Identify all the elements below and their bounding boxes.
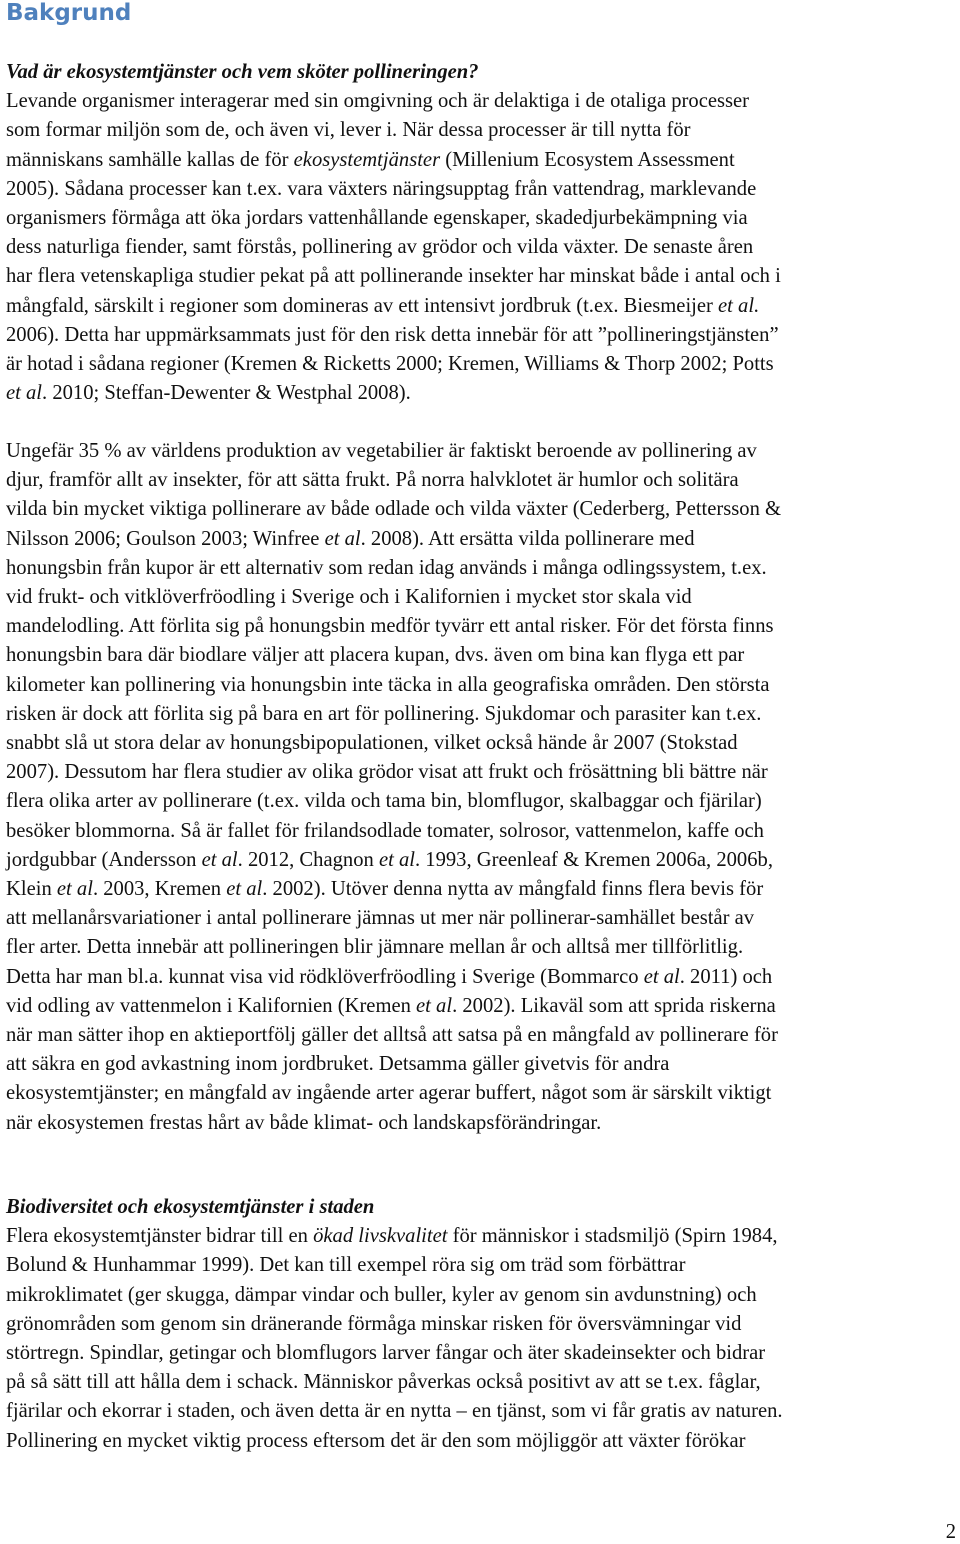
text-run: grönområden som genom sin dränerande förmåga minskar risken för översvämningar vid	[6, 1312, 742, 1335]
text-run: snabbt slå ut stora delar av honungsbipopulationen, vilket också hände år 2007 (Stokstad	[6, 732, 738, 755]
text-run: har flera vetenskapliga studier pekat på att pollinerande insekter har minskat både i antal och i	[6, 265, 781, 288]
text-run: honungsbin bara där biodlare väljer att placera kupan, dvs. även om bina kan flyga ett par	[6, 644, 745, 667]
text-run: för människor i stadsmiljö (Spirn 1984,	[447, 1225, 778, 1248]
text-run: . 2003, Kremen	[92, 878, 227, 901]
italic-text: ekosystemtjänster	[293, 148, 441, 171]
text-run: när ekosystemen frestas hårt av både klimat- och landskapsförändringar.	[6, 1111, 602, 1134]
text-line	[6, 612, 956, 641]
text-run: . 2011) och	[679, 965, 773, 988]
text-line	[6, 175, 956, 204]
text-run: (Millenium Ecosystem Assessment	[440, 148, 735, 171]
text-run: jordgubbar (Andersson	[6, 848, 202, 871]
italic-text: et al	[56, 878, 93, 901]
text-line	[6, 904, 956, 933]
text-run: . 2002). Utöver denna nytta av mångfald finns flera bevis för	[262, 878, 764, 901]
text-run: vid frukt- och vitklöverfröodling i Sverige och i Kalifornien i mycket stor skala vid	[6, 586, 692, 609]
text-run: att mellanårsvariationer i antal pollinerare jämnas ut mer när pollinerar-samhället består av	[6, 907, 755, 930]
text-run: Flera ekosystemtjänster bidrar till en	[6, 1225, 314, 1248]
text-line	[6, 1397, 956, 1426]
text-run: risken är dock att förlita sig på bara en art för pollinering. Sjukdomar och parasiter kan t.ex.	[6, 702, 762, 725]
text-line	[6, 466, 956, 495]
section-pollination-dependence	[6, 437, 956, 1138]
text-run: kilometer kan pollinering via honungsbin inte täcka in alla geografiska områden. Den största	[6, 673, 770, 696]
text-run: 2006). Detta har uppmärksammats just för den risk detta innebär för att ”pollineringstjänsten”	[6, 323, 779, 346]
text-run: . 2008). Att ersätta vilda pollinerare med	[360, 527, 695, 550]
italic-text: et al	[378, 848, 415, 871]
text-run: som formar miljön som de, och även vi, lever i. När dessa processer är till nytta för	[6, 119, 691, 142]
text-run: honungsbin från kupor är ett alternativ som redan idag används i många odlingssystem, t.ex.	[6, 556, 767, 579]
text-run: 2007). Dessutom har flera studier av olika grödor visat att frukt och frösättning bli bättre när	[6, 761, 768, 784]
text-line	[6, 116, 956, 145]
text-run: mikroklimatet (ger skugga, dämpar vindar och buller, kyler av genom sin avdunstning) och	[6, 1283, 757, 1306]
text-run: störtregn. Spindlar, getingar och blomflugors larver fångar och äter skadeinsekter och bidrar	[6, 1342, 766, 1365]
text-run: människans samhälle kallas de för	[6, 148, 294, 171]
text-line	[6, 437, 956, 466]
text-line	[6, 379, 956, 408]
text-run: Bolund & Hunhammar 1999). Det kan till exempel röra sig om träd som förbättrar	[6, 1254, 686, 1277]
text-run: vid odling av vattenmelon i Kalifornien (Kremen	[6, 994, 417, 1017]
text-line	[6, 1368, 956, 1397]
paragraph-ecosystem-services	[6, 87, 956, 408]
text-line	[6, 495, 956, 524]
text-run: dess naturliga fiender, samt förstås, pollinering av grödor och vilda växter. De senaste åren	[6, 236, 754, 259]
text-line	[6, 350, 956, 379]
text-line	[6, 846, 956, 875]
text-line	[6, 700, 956, 729]
text-line	[6, 204, 956, 233]
text-run: ekosystemtjänster; en mångfald av ingående arter agerar buffert, något som är särskilt viktigt	[6, 1082, 772, 1105]
text-run: när man sätter ihop en aktieportfölj gäller det alltså att satsa på en mångfald av pollinerare för	[6, 1024, 778, 1047]
text-run: Nilsson 2006; Goulson 2003; Winfree	[6, 527, 325, 550]
text-line	[6, 1339, 956, 1368]
italic-text: et al	[643, 965, 680, 988]
text-run: Ungefär 35 % av världens produktion av vegetabilier är faktiskt beroende av pollinering av	[6, 440, 757, 462]
text-run: . 2012, Chagnon	[237, 848, 379, 871]
italic-text: et al	[226, 878, 263, 901]
text-run: . 2002). Likaväl som att sprida riskerna	[452, 994, 776, 1017]
text-run: . 2010; Steffan-Dewenter & Westphal 2008).	[42, 382, 411, 405]
text-line	[6, 262, 956, 291]
text-line	[6, 671, 956, 700]
text-run: organismers förmåga att öka jordars vattenhållande egenskaper, skadedjurbekämpning via	[6, 207, 748, 230]
italic-text: et al	[6, 382, 43, 405]
text-run: Levande organismer interagerar med sin omgivning och är delaktiga i de otaliga processer	[6, 90, 750, 113]
text-run: mandelodling. Att förlita sig på honungsbin medför tyvärr ett antal risker. För det första finns	[6, 615, 774, 638]
text-line	[6, 817, 956, 846]
italic-text: et al.	[718, 294, 760, 317]
text-run: besöker blommorna. Så är fallet för frilandsodlade tomater, solrosor, vattenmelon, kaffe och	[6, 819, 764, 842]
text-run: vilda bin mycket viktiga pollinerare av både odlade och vilda växter (Cederberg, Pettersson &	[6, 498, 782, 521]
italic-text: et al	[201, 848, 238, 871]
text-line	[6, 233, 956, 262]
text-run: Klein	[6, 878, 57, 901]
text-run: på så sätt till att hålla dem i schack. Människor påverkas också positivt av att se t.ex. fåglar,	[6, 1371, 761, 1394]
paragraph-urban-biodiversity	[6, 1222, 956, 1456]
subheading-urban-biodiversity: Biodiversitet och ekosystemtjänster i staden	[6, 1196, 375, 1218]
paragraph-pollination-dependence	[6, 437, 956, 1138]
text-run: är hotad i sådana regioner (Kremen & Ricketts 2000; Kremen, Williams & Thorp 2002; Potts	[6, 353, 774, 376]
text-line	[6, 992, 956, 1021]
text-line	[6, 787, 956, 816]
text-line	[6, 321, 956, 350]
text-line	[6, 554, 956, 583]
page-number: 2	[945, 1521, 956, 1543]
text-line	[6, 1079, 956, 1108]
text-line	[6, 875, 956, 904]
text-line	[6, 87, 956, 116]
section-background	[6, 58, 956, 408]
text-line	[6, 525, 956, 554]
text-run: att säkra en god avkastning inom jordbruket. Detsamma gäller givetvis för andra	[6, 1053, 670, 1076]
text-line	[6, 1050, 956, 1079]
text-run: Detta har man bl.a. kunnat visa vid rödklöverfröodling i Sverige (Bommarco	[6, 965, 644, 988]
italic-text: et al	[416, 994, 453, 1017]
text-line	[6, 641, 956, 670]
text-line	[6, 1021, 956, 1050]
text-line	[6, 758, 956, 787]
italic-text: et al	[324, 527, 361, 550]
text-line	[6, 1427, 956, 1456]
text-line	[6, 1251, 956, 1280]
text-line	[6, 1281, 956, 1310]
text-line	[6, 933, 956, 962]
text-line	[6, 146, 956, 175]
text-run: mångfald, särskilt i regioner som domineras av ett intensivt jordbruk (t.ex. Biesmeijer	[6, 294, 719, 317]
text-run: flera olika arter av pollinerare (t.ex. vilda och tama bin, blomflugor, skalbaggar och fjärilar)	[6, 790, 762, 813]
text-run: fjärilar och ekorrar i staden, och även detta är en nytta – en tjänst, som vi får gratis av naturen.	[6, 1400, 783, 1423]
text-run: 2005). Sådana processer kan t.ex. vara växters näringsupptag från vattendrag, marklevande	[6, 177, 757, 200]
text-line	[6, 1109, 956, 1138]
text-line	[6, 583, 956, 612]
text-run: . 1993, Greenleaf & Kremen 2006a, 2006b,	[414, 848, 773, 871]
subheading-ecosystem-services: Vad är ekosystemtjänster och vem sköter pollineringen?	[6, 61, 479, 83]
text-line	[6, 963, 956, 992]
text-run: djur, framför allt av insekter, för att sätta frukt. På norra halvklotet är humlor och solitära	[6, 469, 739, 492]
section-urban-biodiversity	[6, 1193, 956, 1456]
text-run: Pollinering en mycket viktig process eftersom det är den som möjliggör att växter förökar	[6, 1429, 746, 1452]
page-heading: Bakgrund	[6, 0, 132, 26]
italic-text: ökad livskvalitet	[313, 1225, 448, 1248]
text-run: fler arter. Detta innebär att pollineringen blir jämnare mellan år och alltså mer tillförlitlig.	[6, 936, 744, 959]
text-line	[6, 292, 956, 321]
text-line	[6, 729, 956, 758]
text-line	[6, 1310, 956, 1339]
text-line	[6, 1222, 956, 1251]
